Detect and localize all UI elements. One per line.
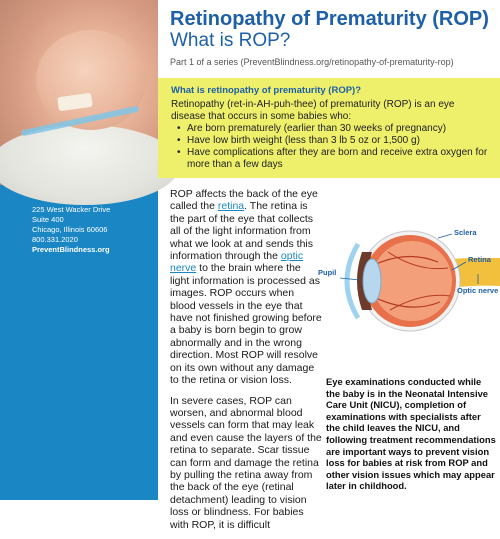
eye-exam-emphasis: Eye examinations conducted while the baby is in the Neonatal Intensive Care Unit (NICU), completion of examinations with specialists after the child leaves the NICU, and following treatment recommendations are important ways to prevent vision loss for babies at risk from ROP and other vision issues which may appear later in childhood. [326, 376, 496, 492]
criteria-item: • Are born prematurely (earlier than 30 weeks of pregnancy) [177, 123, 488, 135]
page-title: Retinopathy of Prematurity (ROP) [170, 8, 489, 30]
sidebar [0, 0, 158, 500]
pupil-pointer [340, 278, 360, 280]
body-paragraph-1 [170, 188, 322, 387]
sclera-label: Sclera [454, 228, 477, 237]
body-text-run: . The retina is the part of the eye that collects all of the light information from what we look at and sends this information through the [170, 200, 314, 263]
blanket-shape [0, 125, 180, 205]
vitreous-shape [372, 241, 452, 321]
address-city: Chicago, Illinois 60606 [32, 225, 108, 234]
retina-label: Retina [468, 255, 491, 264]
criteria-item: • Have low birth weight (less than 3 lb 5 oz or 1,500 g) [177, 135, 488, 147]
definition-callout [158, 78, 500, 178]
callout-question: What is retinopathy of prematurity (ROP)? [171, 85, 362, 96]
sclera-pointer [438, 234, 452, 238]
body-text [170, 188, 322, 539]
callout-intro: Retinopathy (ret-in-AH-puh-thee) of prematurity (ROP) is an eye disease that occurs in some babies who: [171, 99, 455, 122]
criteria-item: • Have complications after they are born and receive extra oxygen for more than a few days [177, 147, 488, 171]
address-phone: 800.331.2020 [32, 235, 78, 244]
cornea-shape [347, 244, 358, 318]
body-paragraph-2: In severe cases, ROP can worsen, and abnormal blood vessels can form that may leak and even cause the layers of the retina to separate. Scar tissue can form and damage the retina by pulling the retina away from the back of the eye (retinal detachment) leading to vision loss or blindness. For babies with ROP, it is difficult [170, 394, 322, 531]
body-text-run: to the brain where the light information is processed as images. ROP occurs when blood vessels in the eye that have not finished growing before a baby is born begin to grow abnormally and in the wrong direction. Most ROP will resolve on its own without any damage to the retina or vision loss. [170, 262, 322, 387]
lens-shape [363, 259, 381, 303]
body-text-run: ROP affects the back of the eye called the [170, 188, 318, 213]
series-note: Part 1 of a series (PreventBlindness.org/retinopathy-of-prematurity-rop) [170, 57, 454, 67]
optic-nerve-link[interactable]: optic nerve [170, 250, 304, 275]
address-block [32, 205, 110, 255]
retina-link[interactable]: retina [217, 200, 245, 213]
pupil-label: Pupil [318, 268, 337, 277]
address-street: 225 West Wacker Drive [32, 205, 111, 214]
address-suite: Suite 400 [32, 215, 64, 224]
page-subtitle: What is ROP? [170, 30, 291, 51]
eye-anatomy-diagram [318, 222, 500, 340]
address-website[interactable]: PreventBlindness.org [32, 245, 110, 254]
criteria-list [177, 123, 488, 171]
optic-nerve-label: Optic nerve [457, 286, 499, 295]
premature-baby-photo [0, 0, 158, 185]
